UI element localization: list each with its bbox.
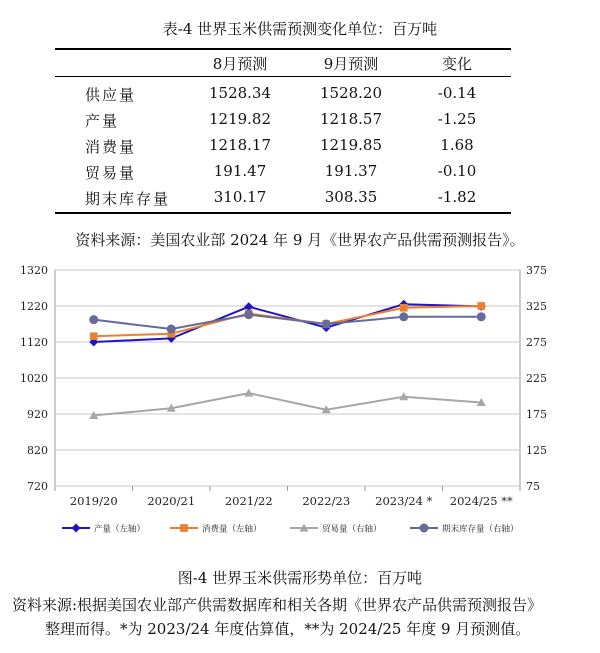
left-axis-tick-label: 1320 — [20, 264, 48, 277]
x-axis-category-label: 2021/22 — [224, 494, 273, 508]
left-axis-tick-label: 720 — [27, 480, 48, 493]
data-point — [322, 320, 331, 329]
data-point — [167, 325, 176, 334]
legend-entry-label: 贸易量（右轴） — [322, 524, 382, 535]
cell-sep: 1218.57 — [319, 110, 383, 128]
header-aug-forecast: 8月预测 — [212, 55, 268, 73]
legend-entry-label: 消费量（左轴） — [202, 524, 262, 535]
cell-change: -1.25 — [437, 110, 477, 128]
data-point — [244, 389, 253, 397]
cell-aug: 1219.82 — [208, 110, 272, 128]
data-point — [477, 312, 486, 321]
table-header-rule — [55, 76, 511, 77]
right-axis-tick-label: 275 — [526, 336, 547, 349]
table-top-rule — [55, 48, 511, 50]
right-axis-tick-label: 125 — [526, 444, 547, 457]
right-axis-tick-label: 325 — [526, 300, 547, 313]
legend-entry-label: 产量（左轴） — [94, 524, 146, 535]
data-point — [477, 302, 485, 310]
table-row — [55, 162, 511, 188]
table-title: 表-4 世界玉米供需预测变化单位：百万吨 — [162, 20, 438, 38]
header-sep-forecast: 9月预测 — [323, 55, 379, 73]
row-label: 产量 — [85, 112, 120, 130]
table-row — [55, 136, 511, 162]
cell-sep: 1219.85 — [319, 136, 383, 154]
data-point — [244, 310, 253, 319]
left-axis-tick-label: 920 — [27, 408, 48, 421]
cell-change: -1.82 — [437, 188, 477, 206]
legend-marker — [72, 524, 81, 533]
cell-sep: 1528.20 — [319, 84, 383, 102]
cell-aug: 1528.34 — [208, 84, 272, 102]
left-axis-tick-label: 1020 — [20, 372, 48, 385]
series-line — [94, 304, 482, 342]
x-axis-category-label: 2022/23 — [302, 494, 351, 508]
right-axis-tick-label: 75 — [526, 480, 540, 493]
x-axis-category-label: 2023/24 * — [375, 494, 433, 508]
table-row — [55, 110, 511, 136]
supply-demand-line-chart — [0, 255, 600, 550]
left-axis-tick-label: 820 — [27, 444, 48, 457]
table-bottom-rule — [55, 212, 511, 214]
data-point — [89, 315, 98, 324]
row-label: 消费量 — [85, 138, 137, 156]
data-point — [399, 312, 408, 321]
legend-entry-label: 期末库存量（右轴） — [442, 524, 519, 535]
row-label: 贸易量 — [85, 164, 137, 182]
x-axis-category-label: 2020/21 — [147, 494, 196, 508]
figure-source-line-2: 整理而得。*为 2023/24 年度估算值，**为 2024/25 年度 9 月预测值。 — [45, 620, 531, 638]
row-label: 期末库存量 — [85, 190, 171, 208]
table-row — [55, 84, 511, 110]
data-point — [90, 332, 98, 340]
cell-sep: 308.35 — [324, 188, 378, 206]
table-row — [55, 188, 511, 214]
series-line — [94, 393, 482, 415]
cell-change: -0.10 — [437, 162, 477, 180]
x-axis-category-label: 2024/25 ** — [449, 494, 513, 508]
table-source-note: 资料来源：美国农业部 2024 年 9 月《世界农产品供需预测报告》。 — [75, 231, 525, 249]
figure-source-line-1: 资料来源:根据美国农业部产供需数据库和相关各期《世界农产品供需预测报告》 — [12, 596, 543, 614]
right-axis-tick-label: 175 — [526, 408, 547, 421]
header-change: 变化 — [441, 55, 472, 73]
left-axis-tick-label: 1120 — [20, 336, 48, 349]
cell-change: -0.14 — [437, 84, 477, 102]
cell-aug: 1218.17 — [208, 136, 272, 154]
cell-sep: 191.37 — [324, 162, 378, 180]
figure-title: 图-4 世界玉米供需形势单位：百万吨 — [177, 569, 423, 587]
cell-aug: 310.17 — [213, 188, 267, 206]
x-axis-category-label: 2019/20 — [69, 494, 118, 508]
row-label: 供应量 — [85, 86, 137, 104]
cell-change: 1.68 — [440, 136, 474, 154]
legend-marker — [180, 524, 188, 532]
cell-aug: 191.47 — [213, 162, 267, 180]
right-axis-tick-label: 375 — [526, 264, 547, 277]
legend-marker — [420, 524, 429, 533]
left-axis-tick-label: 1220 — [20, 300, 48, 313]
right-axis-tick-label: 225 — [526, 372, 547, 385]
data-point — [400, 304, 408, 312]
series-line — [94, 306, 482, 336]
